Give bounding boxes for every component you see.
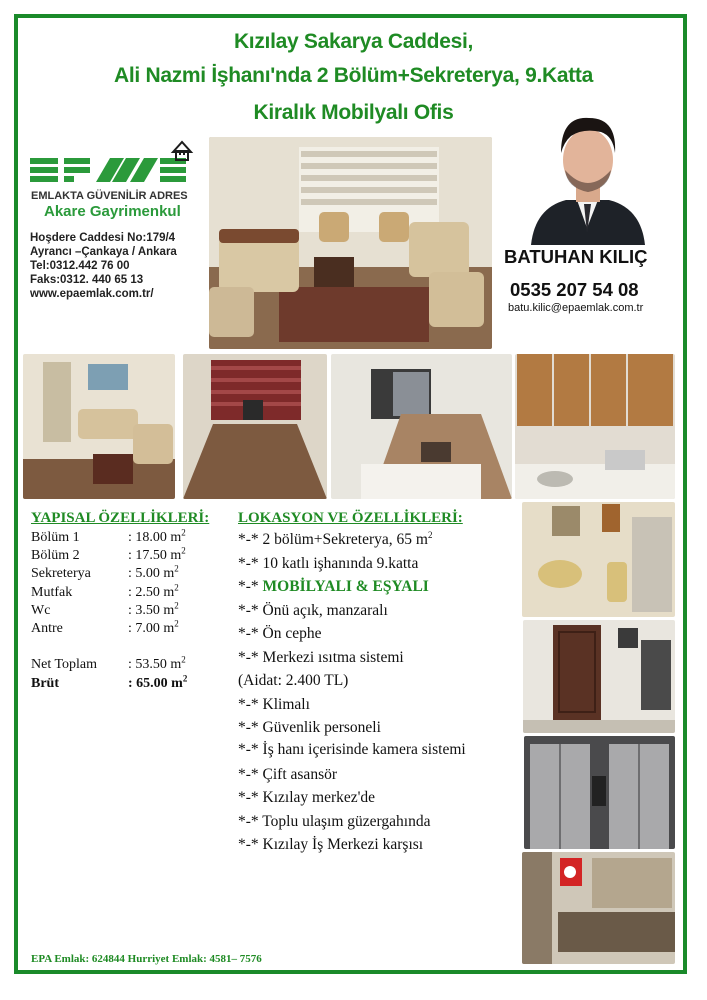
photo-main-lounge [209, 137, 492, 349]
list-item: *-* Kızılay İş Merkezi karşısı [238, 836, 424, 853]
list-item: *-* Kızılay merkez'de [238, 789, 376, 806]
location-list [238, 528, 518, 857]
structural-table [31, 529, 187, 693]
spec-row: Bölüm 2 : 17.50 $m^2$ [31, 545, 186, 564]
photo-elevators [524, 736, 675, 849]
office-tel: Tel:0312.442 76 00 [30, 260, 130, 272]
list-item: (Aidat: 2.400 TL) [238, 672, 349, 689]
brand-company: Akare Gayrimenkul [44, 203, 181, 220]
spec-row: Wc : 3.50 $m^2$ [31, 600, 179, 618]
photo-kitchen [515, 354, 675, 499]
location-title: LOKASYON VE ÖZELLİKLERİ: [238, 510, 463, 526]
list-item: *-* Çift asansör [238, 765, 338, 783]
structural-title: YAPISAL ÖZELLİKLERİ: [31, 510, 210, 526]
photo-room-2 [183, 354, 327, 499]
list-item: *-* 10 katlı işhanında 9.katta [238, 554, 419, 572]
spec-row: Antre : 7.00 $m^2$ [31, 618, 179, 636]
photo-meeting-room [331, 354, 512, 499]
headline-line-3: Kiralık Mobilyalı Ofis [253, 101, 454, 124]
spec-row: Mutfak : 2.50 $m^2$ [31, 581, 179, 600]
headline-line-2: Ali Nazmi İşhanı'nda 2 Bölüm+Sekreterya, 9.Katta [113, 64, 594, 87]
agent-email[interactable]: batu.kilic@epaemlak.com.tr [508, 302, 644, 314]
list-item: *-* Klimalı [238, 695, 310, 713]
office-address-2: Ayrancı –Çankaya / Ankara [30, 246, 177, 258]
spec-row: Sekreterya : 5.00 $m^2$ [31, 563, 179, 582]
list-item: *-* Merkezi ısıtma sistemi [238, 648, 404, 666]
list-item: *-* Güvenlik personeli [238, 719, 381, 736]
headline-line-1: Kızılay Sakarya Caddesi, [233, 30, 474, 53]
footer-listing-ids: EPA Emlak: 624844 Hurriyet Emlak: 4581– 7576 [31, 953, 262, 965]
list-item: *-* 2 bölüm+Sekreterya, 65 $m^2$ [238, 529, 433, 548]
list-item: *-* Önü açık, manzaralı [238, 601, 388, 619]
list-item: *-* Ön cephe [238, 625, 322, 642]
office-fax: Faks:0312. 440 65 13 [30, 274, 144, 286]
office-web[interactable]: www.epaemlak.com.tr/ [30, 288, 154, 300]
agent-photo [521, 108, 654, 245]
list-item: *-* İş hanı içerisinde kamera sistemi [238, 740, 466, 758]
spec-row: Bölüm 1 : 18.00 $m^2$ [31, 527, 186, 545]
net-total-row: Net Toplam : 53.50 $m^2$ [31, 654, 186, 673]
list-item: *-* MOBİLYALI & EŞYALI [238, 578, 429, 595]
agent-phone[interactable]: 0535 207 54 08 [510, 279, 639, 300]
photo-bathroom [522, 502, 675, 617]
gross-total-row: Brüt : 65.00 $m^2$ [31, 672, 188, 691]
photo-lobby [522, 852, 675, 964]
epa-logo [30, 140, 202, 188]
photo-room-1 [23, 354, 175, 499]
agent-name: BATUHAN KILIÇ [504, 246, 648, 267]
photo-entrance [523, 620, 675, 733]
brand-tagline: EMLAKTA GÜVENİLİR ADRES [31, 190, 188, 202]
list-item: *-* Toplu ulaşım güzergahında [238, 812, 431, 830]
office-address-1: Hoşdere Caddesi No:179/4 [30, 232, 176, 244]
